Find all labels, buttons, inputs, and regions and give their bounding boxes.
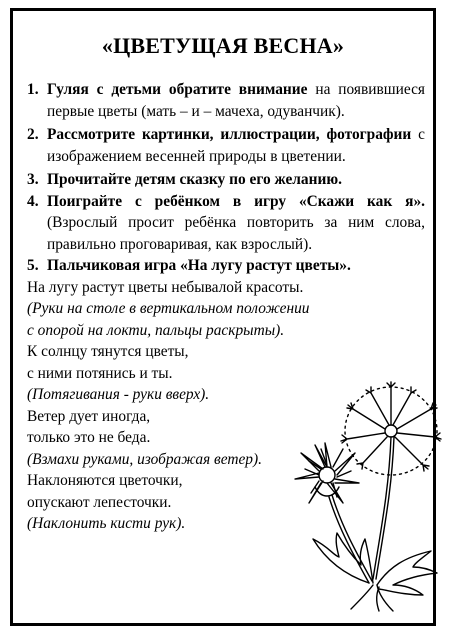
rhyme-line-instruction: (Наклонить кисти рук). [27, 515, 186, 532]
rhyme-line: Ветер дует иногда, [27, 407, 151, 425]
dandelion-illustration [281, 379, 449, 615]
item-number: 5. [27, 257, 39, 274]
rhyme-line: только это не беда. [27, 429, 151, 446]
item-bold-text: Рассмотрите картинки, иллюстрации, фотографии [47, 126, 412, 143]
rhyme-line-instruction: с опорой на локти, пальцы раскрыты). [27, 321, 285, 339]
rhyme-line: опускают лепесточки. [27, 493, 172, 511]
rhyme-line-instruction: (Руки на столе в вертикальном положении [27, 300, 310, 317]
list-item [27, 255, 425, 277]
item-text: (Взрослый просит ребёнка повторить за ним слова, правильно проговаривая, как взрослый). [47, 214, 425, 253]
info-sheet [10, 8, 436, 626]
item-number: 2. [27, 126, 39, 143]
item-bold-text: Гуляя с детьми обратите внимание [47, 81, 308, 98]
rhyme-line: На лугу растут цветы небывалой красоты. [27, 278, 304, 296]
item-text: с изображением весенней природы в цветении. [47, 126, 425, 165]
rhyme-line-instruction: (Взмахи руками, изображая ветер). [27, 450, 262, 468]
list-item [27, 79, 425, 122]
item-bold-text: Пальчиковая игра «На лугу растут цветы». [47, 257, 351, 274]
rhyme-line-instruction: (Потягивания - руки вверх). [27, 386, 210, 403]
list-item [27, 124, 425, 167]
page-title: «ЦВЕТУЩАЯ ВЕСНА» [101, 33, 345, 58]
item-number: 1. [27, 81, 39, 98]
list-item [27, 169, 425, 191]
rhyme-line: Наклоняются цветочки, [27, 472, 183, 489]
item-number: 3. [27, 171, 39, 188]
seed-head-icon [341, 382, 441, 475]
item-number: 4. [27, 192, 39, 210]
rhyme-line: с ними потянись и ты. [27, 364, 173, 382]
item-bold-text: Поиграйте с ребёнком в игру «Скажи как я». [47, 192, 425, 210]
list-item [27, 191, 425, 256]
item-bold-text: Прочитайте детям сказку по его желанию. [47, 171, 342, 188]
rhyme-line: К солнцу тянутся цветы, [27, 343, 189, 360]
item-text: на появившиеся первые цветы (мать – и – мачеха, одуванчик). [47, 81, 425, 120]
flower-head-icon [295, 443, 359, 503]
